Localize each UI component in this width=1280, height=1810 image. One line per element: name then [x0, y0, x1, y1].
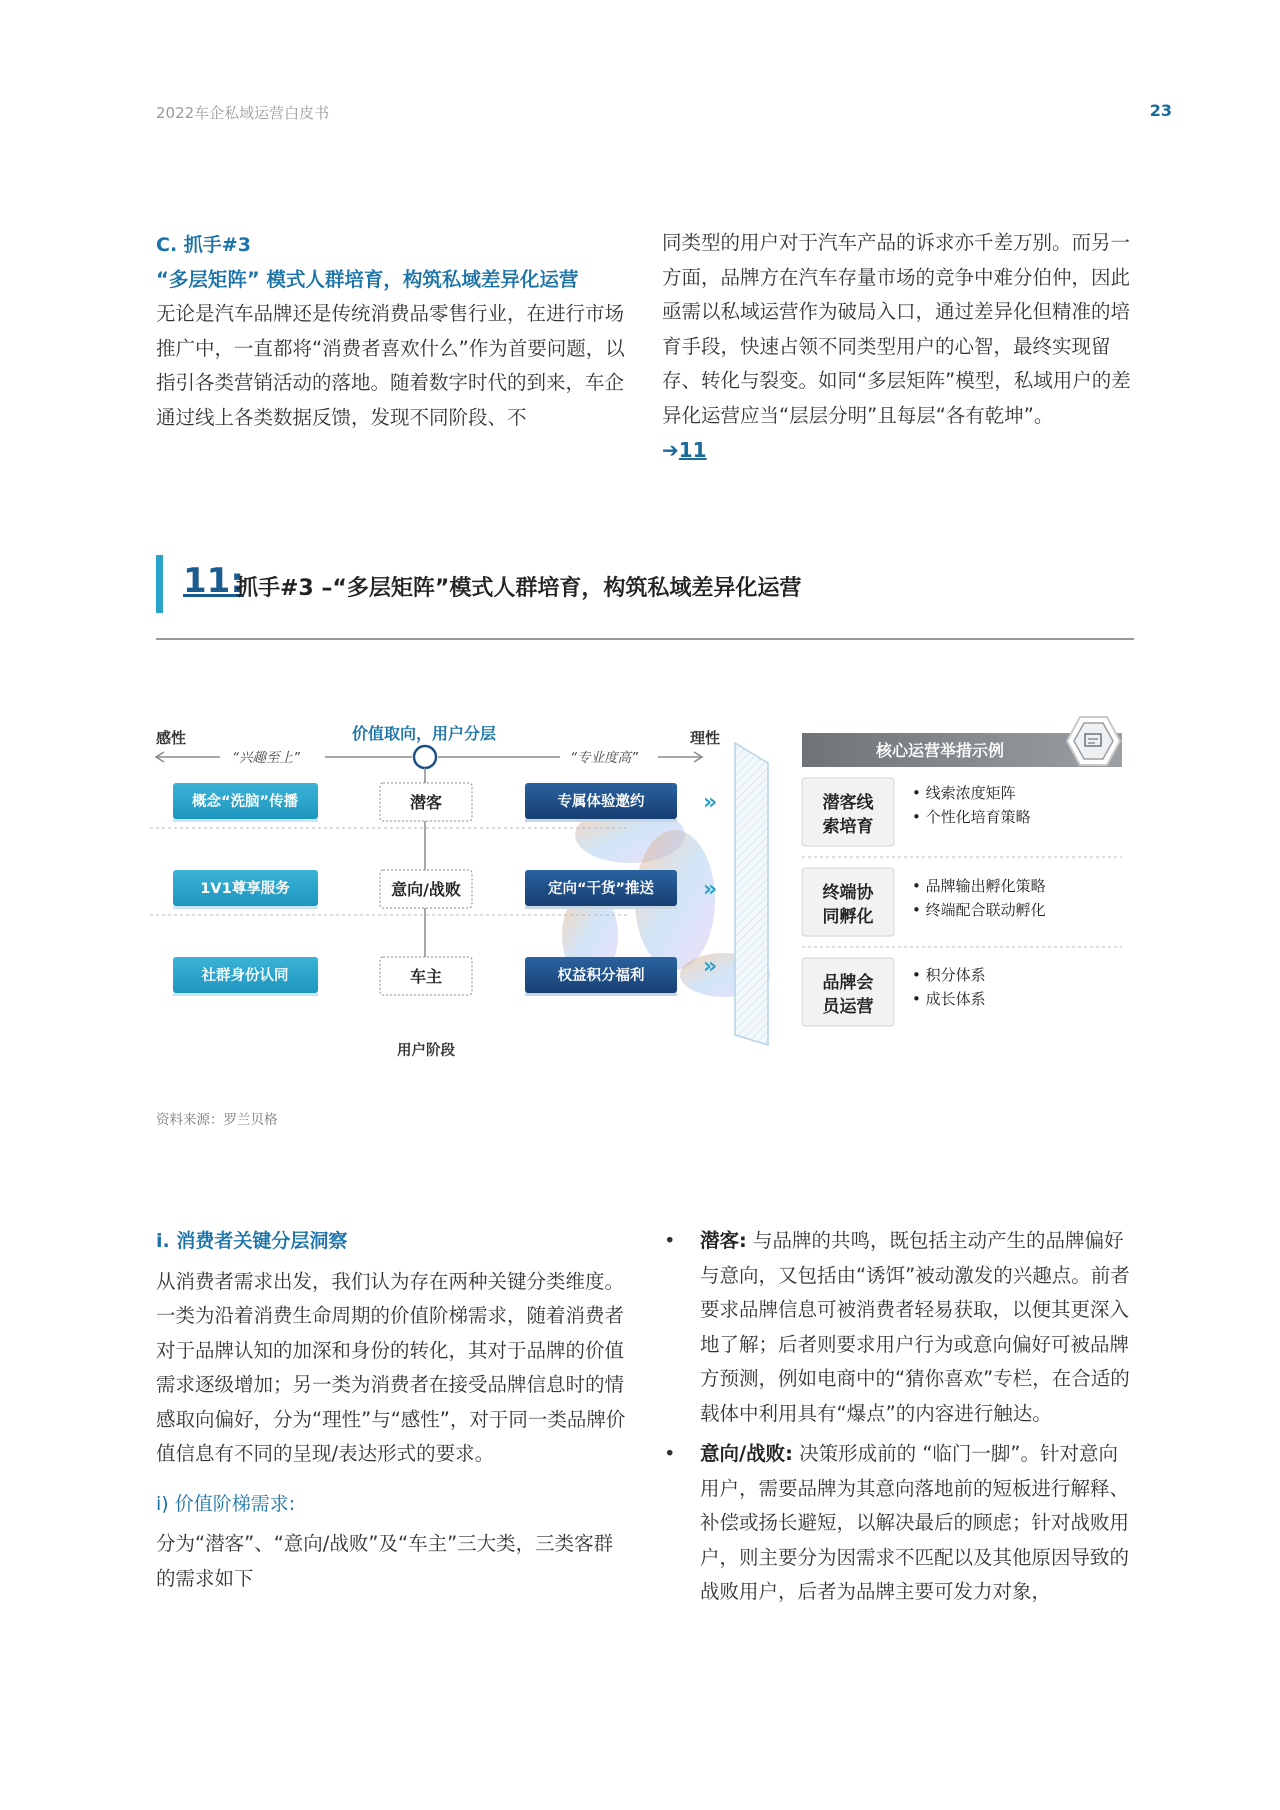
panel-row-name-line2: 索培育 [822, 817, 874, 837]
section-c-subtitle: “多层矩阵” 模式人群培育，构筑私域差异化运营 [156, 267, 579, 291]
panel-row-name-line2: 员运营 [822, 997, 874, 1017]
panel-row-name-line2: 同孵化 [822, 907, 874, 927]
section-i-paragraph: 从消费者需求出发，我们认为存在两种关键分类维度。一类为沿着消费生命周期的价值阶梯需求，随着消费者对于品牌认知的加深和身份的转化，其对于品牌的价值需求逐级增加；另一类为消费者在接受品牌信息时的情感取向偏好，分为“理性”与“感性”，对于同一类品牌价值信息有不同的呈现/表达形式的要求。 [156, 1269, 626, 1465]
operations-panel [802, 717, 1122, 1026]
divider-band [735, 743, 768, 1045]
axis-right-label: 理性 [690, 729, 721, 747]
left-box-label: 概念“洗脑”传播 [191, 794, 299, 810]
left-box-label: 社群身份认同 [201, 968, 289, 984]
section-c-right [662, 226, 1136, 468]
right-boxes [525, 783, 677, 996]
stage-label: 车主 [409, 967, 443, 986]
panel-row-name-line1: 终端协 [822, 883, 874, 903]
panel-row [802, 868, 1122, 947]
figure-title: 抓手#3 –“多层矩阵”模式人群培育，构筑私域差异化运营 [236, 576, 802, 601]
panel-row-bullet: • 终端配合联动孵化 [912, 901, 1046, 919]
section-c-label: C. 抓手#3 [156, 234, 251, 256]
left-box [173, 957, 318, 996]
left-boxes [173, 783, 318, 996]
stage-box [380, 870, 472, 908]
panel-row [802, 778, 1122, 857]
left-box [173, 870, 318, 909]
axis-left-label: 感性 [156, 729, 187, 747]
panel-row-bullet: • 线索浓度矩阵 [912, 784, 1016, 802]
figure-number: 11: [183, 561, 244, 601]
panel-row [802, 958, 986, 1026]
figure-heading [156, 555, 1136, 613]
arrow-right-icon: ➔ [662, 438, 679, 462]
chevron-right-icon: » [703, 790, 718, 815]
figure-source: 资料来源：罗兰贝格 [156, 1112, 278, 1128]
panel-row-bullet: • 个性化培育策略 [912, 808, 1031, 826]
axis-origin-marker [414, 746, 436, 768]
chevron-right-icon: » [703, 954, 718, 979]
left-box [173, 783, 318, 822]
bullet-term: 潜客: [700, 1229, 747, 1252]
panel-row-bullet: • 品牌输出孵化策略 [912, 877, 1046, 895]
left-box-label: 1V1尊享服务 [200, 881, 290, 897]
right-box [525, 870, 677, 909]
page-number: 23 [1149, 101, 1172, 120]
stage-label: 意向/战败 [391, 880, 461, 899]
bullet-text: 决策形成前的 “临门一脚”。针对意向用户，需要品牌为其意向落地前的短板进行解释、补偿或扬长避短，以解决最后的顾虑；针对战败用户，则主要分为因需求不匹配以及其他原因导致的战败用户，后者为品牌主要可发力对象， [700, 1442, 1130, 1603]
panel-title: 核心运营举措示例 [875, 741, 1005, 760]
stage-box [380, 957, 472, 995]
bullet-item [662, 1224, 1136, 1431]
section-c-left [156, 228, 630, 435]
figure-divider [156, 638, 1134, 640]
figure-accent-bar [156, 555, 163, 613]
axis-right-note: “专业度高” [570, 750, 638, 766]
right-box-label: 专属体验邀约 [557, 794, 645, 810]
bullet-item [662, 1437, 1136, 1610]
panel-row-bullet: • 积分体系 [912, 966, 986, 984]
section-i-right [662, 1224, 1136, 1610]
section-c-paragraph-left: 无论是汽车品牌还是传统消费品零售行业，在进行市场推广中，一直都将“消费者喜欢什么”作为首要问题，以指引各类营销活动的落地。随着数字时代的到来，车企通过线上各类数据反馈，发现不同阶段、不 [156, 302, 625, 429]
section-i-left [156, 1224, 630, 1596]
section-i-heading: i. 消费者关键分层洞察 [156, 1230, 348, 1252]
stage-box [380, 783, 472, 821]
stage-boxes [380, 783, 472, 995]
right-box-label: 权益积分福利 [557, 968, 645, 984]
bullet-icon: • [664, 1229, 676, 1252]
panel-row-name-line1: 品牌会 [822, 973, 874, 993]
stage-label: 潜客 [409, 793, 443, 812]
right-box [525, 957, 677, 996]
chevron-icons [703, 790, 717, 979]
panel-row-name-line1: 潜客线 [822, 793, 874, 813]
section-i-subparagraph: 分为“潜客”、“意向/战败”及“车主”三大类，三类客群的需求如下 [156, 1532, 614, 1590]
section-i-subheading: i) 价值阶梯需求: [156, 1492, 296, 1515]
running-header: 2022车企私域运营白皮书 [156, 104, 330, 122]
axis-left-note: “兴趣至上” [232, 750, 300, 766]
right-box [525, 783, 677, 822]
bullet-icon: • [664, 1442, 676, 1465]
chevron-right-icon: » [703, 877, 718, 902]
panel-row-bullet: • 成长体系 [912, 990, 986, 1008]
matrix-diagram [150, 715, 1140, 1080]
figure-reference-link[interactable] [662, 433, 1136, 468]
right-box-label: 定向“干货”推送 [547, 881, 655, 897]
axis-bottom-label: 用户阶段 [397, 1043, 455, 1059]
axis-top-label: 价值取向，用户分层 [352, 724, 497, 743]
figure-reference-number: 11 [678, 438, 707, 462]
section-c-paragraph-right: 同类型的用户对于汽车产品的诉求亦千差万别。而另一方面，品牌方在汽车存量市场的竞争中难分伯仲，因此亟需以私域运营作为破局入口，通过差异化但精准的培育手段，快速占领不同类型用户的心智，最终实现留存、转化与裂变。如同“多层矩阵”模型，私域用户的差异化运营应当“层层分明”且每层“各有乾坤”。 [662, 231, 1131, 427]
bullet-term: 意向/战败: [700, 1442, 793, 1465]
bullet-text: 与品牌的共鸣，既包括主动产生的品牌偏好与意向，又包括由“诱饵”被动激发的兴趣点。前者要求品牌信息可被消费者轻易获取，以便其更深入地了解；后者则要求用户行为或意向偏好可被品牌方预测，例如电商中的“猜你喜欢”专栏，在合适的载体中利用具有“爆点”的内容进行触达。 [700, 1229, 1130, 1425]
